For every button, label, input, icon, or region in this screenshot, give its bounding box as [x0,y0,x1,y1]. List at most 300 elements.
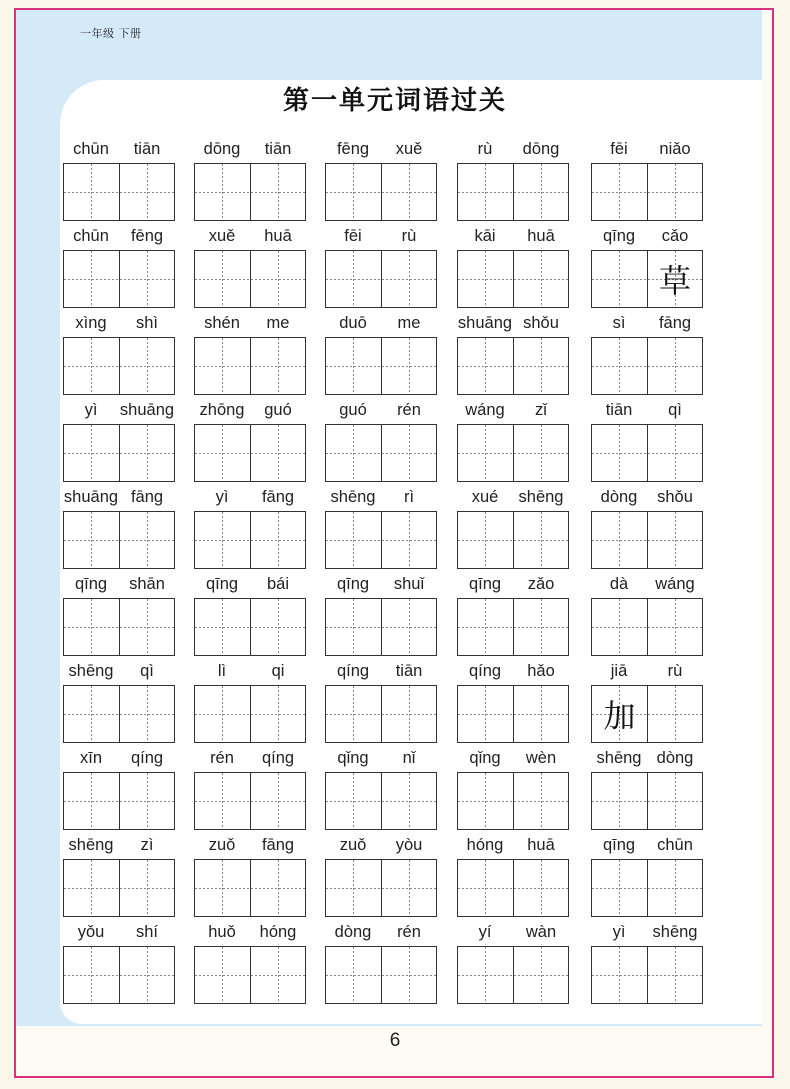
written-character [514,860,568,916]
word-item [457,401,569,481]
written-character [648,860,702,916]
word-item [194,662,306,742]
pinyin-syllable: qi [271,662,285,680]
tianzige-cell[interactable] [250,164,305,220]
pinyin-row [63,749,175,771]
tianzige-cell[interactable] [592,860,647,916]
word-item [591,836,703,916]
tianzige-cell[interactable] [326,947,381,1003]
word-item [325,662,437,742]
pinyin-syllable: shǒu [657,488,693,506]
written-character [382,860,436,916]
tianzige-cell[interactable] [381,251,436,307]
pinyin-syllable: rén [397,401,421,419]
book-label: 一年级 下册 [80,27,142,40]
tianzige-cell[interactable] [458,164,513,220]
pinyin-syllable: yí [478,923,492,941]
written-character [514,947,568,1003]
tianzige-cell[interactable] [64,164,119,220]
written-character [592,860,647,916]
word-item [63,836,175,916]
written-character [251,338,305,394]
pinyin-row [63,662,175,684]
tianzige-cell[interactable] [119,338,174,394]
tianzige-cell[interactable] [513,599,568,655]
tianzige-cell[interactable] [195,686,250,742]
tianzige-cell[interactable] [326,164,381,220]
word-item [325,314,437,394]
pinyin-syllable: shuāng [63,488,119,506]
written-character [64,599,119,655]
writing-boxes [457,163,569,221]
tianzige-cell[interactable] [64,599,119,655]
tianzige-cell[interactable] [592,773,647,829]
word-item [591,575,703,655]
tianzige-cell[interactable] [647,425,702,481]
pinyin-syllable: cǎo [661,227,689,245]
written-character [648,773,702,829]
written-character [458,425,513,481]
pinyin-syllable: zuǒ [339,836,367,854]
word-item [194,140,306,220]
pinyin-syllable: xīn [79,749,102,767]
written-character [648,512,702,568]
pinyin-syllable: shān [129,575,165,593]
tianzige-cell[interactable] [458,338,513,394]
written-character [326,599,381,655]
written-character [458,251,513,307]
pinyin-syllable: zhōng [199,401,245,419]
pinyin-syllable: qíng [130,749,164,767]
written-character [120,947,174,1003]
pinyin-row [591,227,703,249]
pinyin-row [325,314,437,336]
tianzige-cell[interactable] [326,512,381,568]
tianzige-cell[interactable] [381,338,436,394]
pinyin-syllable: shuāng [119,401,175,419]
writing-boxes [194,337,306,395]
pinyin-syllable: shuǐ [393,575,425,593]
written-character [592,773,647,829]
pinyin-syllable: dōng [522,140,560,158]
tianzige-cell[interactable] [119,773,174,829]
writing-boxes [591,163,703,221]
tianzige-cell[interactable] [513,338,568,394]
pinyin-syllable: kāi [474,227,496,245]
tianzige-cell[interactable] [458,512,513,568]
written-character [251,512,305,568]
tianzige-cell[interactable] [250,860,305,916]
pinyin-syllable: qīng [205,575,239,593]
pinyin-syllable: xué [471,488,499,506]
pinyin-syllable: xuě [395,140,423,158]
pinyin-row [194,488,306,510]
tianzige-cell[interactable] [326,338,381,394]
tianzige-cell[interactable] [250,251,305,307]
tianzige-cell[interactable] [119,947,174,1003]
written-character [326,860,381,916]
tianzige-cell[interactable] [119,164,174,220]
tianzige-cell[interactable] [64,773,119,829]
tianzige-cell[interactable] [513,164,568,220]
tianzige-cell[interactable] [195,860,250,916]
tianzige-cell[interactable] [647,164,702,220]
pinyin-syllable: huā [264,227,292,245]
written-character [648,425,702,481]
written-character [592,251,647,307]
written-character [120,512,174,568]
tianzige-cell[interactable] [513,425,568,481]
written-character [120,686,174,742]
pinyin-syllable: zuǒ [208,836,236,854]
tianzige-cell[interactable] [64,860,119,916]
written-character [458,686,513,742]
pinyin-syllable: qíng [336,662,370,680]
tianzige-cell[interactable] [647,947,702,1003]
tianzige-cell[interactable] [513,947,568,1003]
pinyin-syllable: shén [204,314,240,332]
pinyin-row [457,575,569,597]
tianzige-cell[interactable] [647,686,702,742]
writing-boxes [63,250,175,308]
tianzige-cell[interactable] [647,860,702,916]
writing-boxes [63,337,175,395]
tianzige-cell[interactable] [592,686,647,742]
tianzige-cell[interactable] [458,425,513,481]
tianzige-cell[interactable] [250,947,305,1003]
pinyin-row [591,488,703,510]
tianzige-cell[interactable] [458,947,513,1003]
pinyin-row [63,575,175,597]
written-character [326,773,381,829]
pinyin-syllable: niǎo [659,140,691,158]
written-character [458,164,513,220]
tianzige-cell[interactable] [250,773,305,829]
word-item [457,836,569,916]
tianzige-cell[interactable] [195,164,250,220]
pinyin-row [591,314,703,336]
writing-boxes [325,598,437,656]
tianzige-cell[interactable] [195,947,250,1003]
tianzige-cell[interactable] [381,164,436,220]
tianzige-cell[interactable] [250,599,305,655]
tianzige-cell[interactable] [195,425,250,481]
writing-boxes [325,946,437,1004]
writing-boxes [591,946,703,1004]
written-character [64,425,119,481]
tianzige-cell[interactable] [381,773,436,829]
word-item [457,140,569,220]
written-character [120,773,174,829]
word-item [457,314,569,394]
tianzige-cell[interactable] [119,512,174,568]
pinyin-syllable: qīng [336,575,370,593]
tianzige-cell[interactable] [250,512,305,568]
writing-boxes [194,511,306,569]
writing-boxes [457,859,569,917]
tianzige-cell[interactable] [647,512,702,568]
writing-boxes [591,598,703,656]
word-item [63,314,175,394]
pinyin-syllable: hóng [466,836,504,854]
written-character [120,338,174,394]
tianzige-cell[interactable] [195,773,250,829]
pinyin-syllable: dōng [203,140,241,158]
pinyin-syllable: chūn [73,140,109,158]
pinyin-syllable: duō [339,314,367,332]
pinyin-syllable: rù [477,140,493,158]
pinyin-row [325,923,437,945]
writing-boxes [194,163,306,221]
tianzige-cell[interactable] [458,686,513,742]
writing-boxes [325,250,437,308]
tianzige-cell[interactable] [326,251,381,307]
pinyin-syllable: qíng [468,662,502,680]
tianzige-cell[interactable] [64,686,119,742]
tianzige-cell[interactable] [647,773,702,829]
pinyin-row [194,923,306,945]
pinyin-syllable: shēng [596,749,642,767]
written-character [120,251,174,307]
tianzige-cell[interactable] [513,686,568,742]
pinyin-row [63,401,175,423]
written-character [195,338,250,394]
written-character [120,425,174,481]
word-item [457,662,569,742]
written-character: 加 [603,697,636,735]
tianzige-cell[interactable] [326,773,381,829]
writing-boxes [457,946,569,1004]
tianzige-cell[interactable] [326,860,381,916]
pinyin-syllable: dà [609,575,629,593]
tianzige-cell[interactable] [592,251,647,307]
tianzige-cell[interactable] [195,251,250,307]
writing-boxes [325,511,437,569]
tianzige-cell[interactable] [458,773,513,829]
written-character [382,425,436,481]
tianzige-cell[interactable] [64,425,119,481]
pinyin-syllable: qīng [468,575,502,593]
pinyin-row [325,575,437,597]
pinyin-syllable: chūn [73,227,109,245]
tianzige-cell[interactable] [119,599,174,655]
pinyin-syllable: rì [403,488,415,506]
tianzige-cell[interactable] [458,599,513,655]
pinyin-row [63,314,175,336]
pinyin-syllable: huā [527,836,555,854]
pinyin-syllable: shēng [518,488,564,506]
tianzige-cell[interactable] [381,947,436,1003]
pinyin-syllable: tiān [264,140,292,158]
tianzige-cell[interactable] [592,947,647,1003]
written-character [326,338,381,394]
tianzige-cell[interactable] [381,860,436,916]
written-character [120,164,174,220]
pinyin-syllable: jiā [610,662,628,680]
tianzige-cell[interactable] [119,425,174,481]
writing-boxes [325,685,437,743]
written-character [64,947,119,1003]
word-item [591,749,703,829]
tianzige-cell[interactable] [592,425,647,481]
tianzige-cell[interactable] [513,773,568,829]
tianzige-cell[interactable] [647,338,702,394]
written-character [592,947,647,1003]
pinyin-syllable: hóng [259,923,297,941]
pinyin-row [591,662,703,684]
pinyin-syllable: zǎo [527,575,555,593]
writing-boxes [63,946,175,1004]
writing-boxes [63,511,175,569]
tianzige-cell[interactable] [592,512,647,568]
tianzige-cell[interactable] [513,860,568,916]
tianzige-cell[interactable] [458,251,513,307]
written-character [195,251,250,307]
writing-boxes [591,250,703,308]
tianzige-cell[interactable] [195,512,250,568]
tianzige-cell[interactable] [592,338,647,394]
word-item [325,575,437,655]
pinyin-syllable: xìng [75,314,107,332]
pinyin-syllable: fēng [336,140,370,158]
tianzige-cell[interactable] [458,860,513,916]
written-character [648,947,702,1003]
written-character [514,512,568,568]
word-item [325,227,437,307]
written-character [195,773,250,829]
pinyin-row [457,140,569,162]
written-character [195,425,250,481]
tianzige-cell[interactable] [64,947,119,1003]
written-character [195,860,250,916]
written-character [514,251,568,307]
written-character [382,686,436,742]
pinyin-syllable: huā [527,227,555,245]
written-character [458,773,513,829]
tianzige-cell[interactable] [513,512,568,568]
word-item [457,575,569,655]
tianzige-cell[interactable] [250,338,305,394]
tianzige-cell[interactable] [592,164,647,220]
tianzige-cell[interactable] [195,599,250,655]
written-character [195,164,250,220]
pinyin-row [457,749,569,771]
tianzige-cell[interactable] [326,425,381,481]
pinyin-syllable: rù [667,662,683,680]
pinyin-row [591,575,703,597]
writing-boxes [63,772,175,830]
tianzige-cell[interactable] [195,338,250,394]
writing-boxes [194,859,306,917]
pinyin-syllable: fēng [130,227,164,245]
written-character [592,164,647,220]
tianzige-cell[interactable] [381,599,436,655]
pinyin-syllable: zì [140,836,154,854]
tianzige-cell[interactable] [381,512,436,568]
tianzige-cell[interactable] [64,251,119,307]
pinyin-syllable: lì [217,662,227,680]
word-item [63,749,175,829]
tianzige-cell[interactable] [119,251,174,307]
page-title: 第一单元词语过关 [282,86,507,116]
word-item [325,401,437,481]
tianzige-cell[interactable] [592,599,647,655]
pinyin-syllable: zǐ [535,401,547,419]
word-item [325,836,437,916]
written-character [251,773,305,829]
word-item [591,140,703,220]
tianzige-cell[interactable] [381,686,436,742]
written-character [514,425,568,481]
tianzige-cell[interactable] [250,425,305,481]
written-character [120,599,174,655]
word-item [63,662,175,742]
pinyin-row [325,488,437,510]
pinyin-syllable: shǒu [523,314,559,332]
word-item [325,749,437,829]
pinyin-row [591,836,703,858]
written-character [382,947,436,1003]
pinyin-syllable: tiān [395,662,423,680]
tianzige-cell[interactable] [647,251,702,307]
writing-boxes [325,859,437,917]
pinyin-syllable: fāng [261,836,295,854]
pinyin-row [325,662,437,684]
tianzige-cell[interactable] [64,338,119,394]
pinyin-syllable: wáng [465,401,505,419]
word-item [325,140,437,220]
writing-boxes [194,772,306,830]
tianzige-cell[interactable] [119,686,174,742]
writing-boxes [457,250,569,308]
tianzige-cell[interactable] [326,686,381,742]
pinyin-syllable: yǒu [77,923,105,941]
written-character [195,512,250,568]
tianzige-cell[interactable] [119,860,174,916]
pinyin-syllable: dòng [656,749,694,767]
pinyin-row [194,227,306,249]
pinyin-syllable: yòu [395,836,423,854]
written-character [592,338,647,394]
pinyin-syllable: wèn [525,749,557,767]
pinyin-syllable: qīng [602,227,636,245]
written-character [251,425,305,481]
writing-boxes [194,685,306,743]
word-item [63,140,175,220]
tianzige-cell[interactable] [64,512,119,568]
writing-boxes [591,859,703,917]
written-character [648,599,702,655]
tianzige-cell[interactable] [250,686,305,742]
pinyin-row [325,836,437,858]
written-character [64,860,119,916]
tianzige-cell[interactable] [381,425,436,481]
pinyin-syllable: yì [215,488,229,506]
pinyin-syllable: fāng [658,314,692,332]
written-character [195,599,250,655]
pinyin-syllable: guó [339,401,367,419]
tianzige-cell[interactable] [326,599,381,655]
written-character [592,512,647,568]
word-item [194,749,306,829]
pinyin-row [63,488,175,510]
word-item [457,227,569,307]
tianzige-cell[interactable] [647,599,702,655]
pinyin-syllable: bái [266,575,290,593]
tianzige-cell[interactable] [513,251,568,307]
writing-boxes [591,337,703,395]
written-character [592,599,647,655]
